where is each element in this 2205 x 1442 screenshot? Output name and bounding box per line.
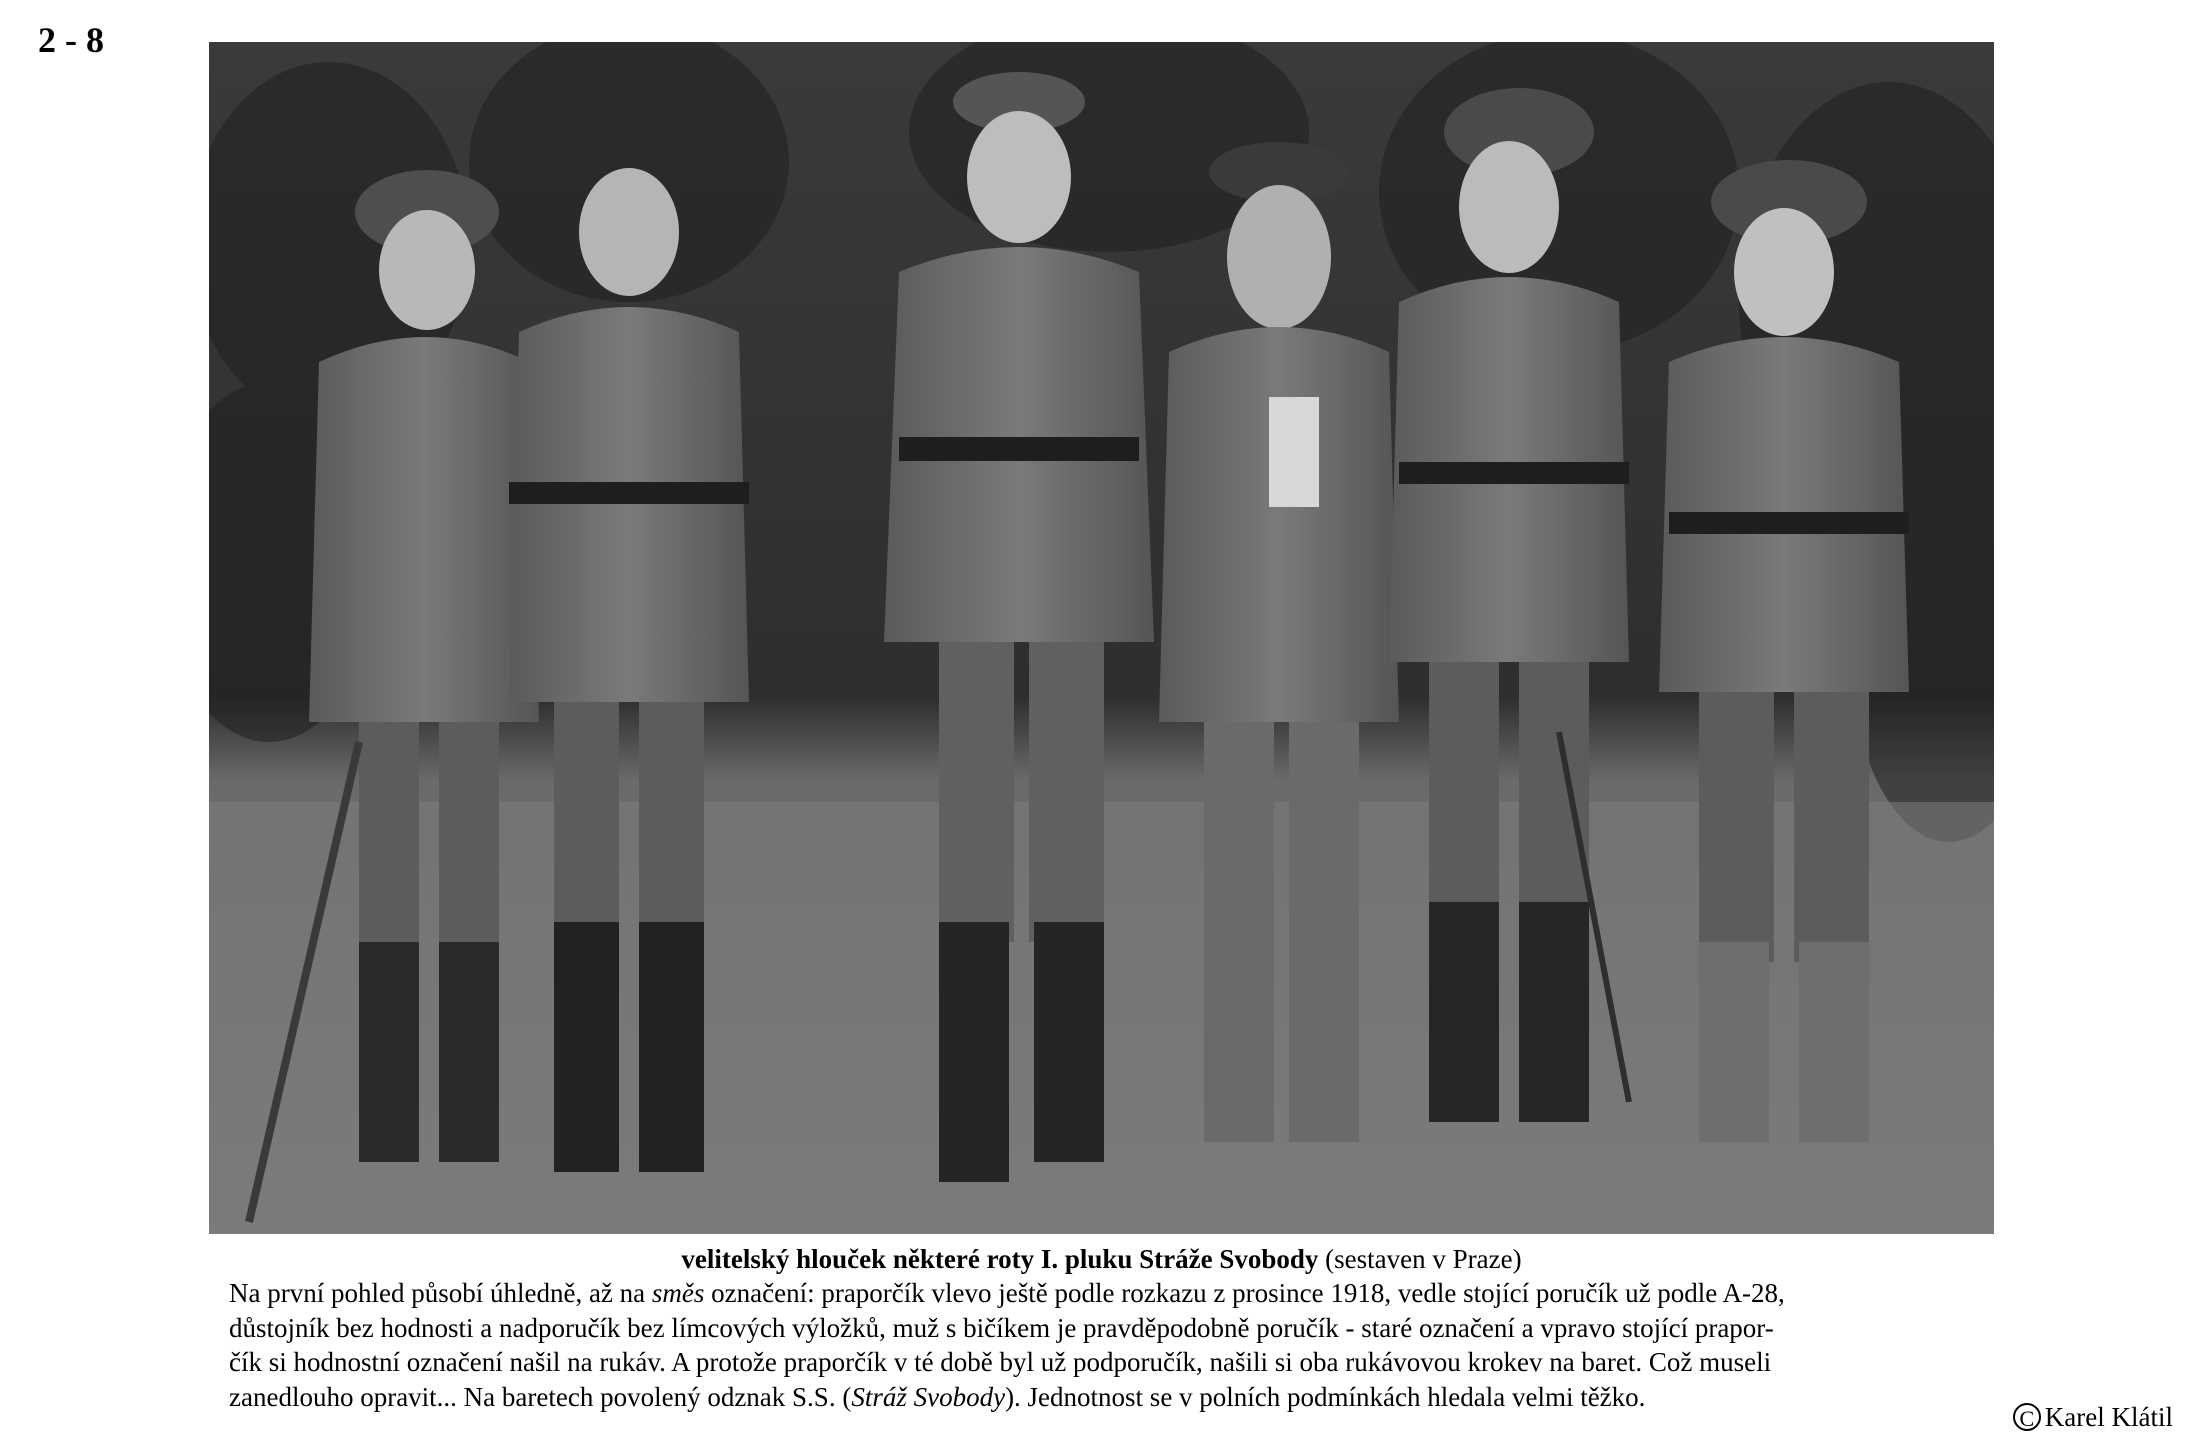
page-number: 2 - 8	[38, 20, 104, 60]
copyright-icon: C	[2013, 1403, 2041, 1431]
caption-line	[229, 1345, 1989, 1380]
caption-text: čík si hodnostní označení našil na rukáv. A protože praporčík v té době byl už podporučík, našili si oba rukávovou krokev na baret. Což museli	[229, 1347, 1772, 1377]
caption-line	[229, 1311, 1989, 1346]
caption-text: důstojník bez hodnosti a nadporučík bez límcových výložků, muž s bičíkem je pravděpodobně poručík - staré označení a vpravo stojící prapor-	[229, 1312, 1774, 1343]
copyright-author: Karel Klátil	[2044, 1402, 2173, 1432]
caption-line	[229, 1380, 1989, 1415]
photo-caption-body	[229, 1276, 1989, 1414]
historical-group-photo	[209, 42, 1994, 1234]
caption-italic: Stráž Svobody	[851, 1381, 1006, 1412]
caption-text: Na první pohled působí úhledně, až na	[229, 1278, 652, 1308]
copyright-notice	[2013, 1400, 2173, 1434]
caption-line	[229, 1276, 1989, 1311]
caption-title-bold: velitelský hlouček některé roty I. pluku Stráže Svobody	[681, 1244, 1319, 1274]
caption-text: zanedlouho opravit... Na baretech povolený odznak S.S. (	[229, 1381, 852, 1412]
caption-italic: směs	[651, 1278, 705, 1308]
photo-illustration	[209, 42, 1994, 1234]
caption-text: označení: praporčík vlevo ještě podle rozkazu z prosince 1918, vedle stojící poručík už podle A-28,	[704, 1278, 1785, 1308]
caption-text: ). Jednotnost se v polních podmínkách hledala velmi těžko.	[1005, 1381, 1646, 1412]
caption-title-normal: (sestaven v Praze)	[1318, 1244, 1522, 1274]
photo-caption-title	[209, 1242, 1994, 1276]
